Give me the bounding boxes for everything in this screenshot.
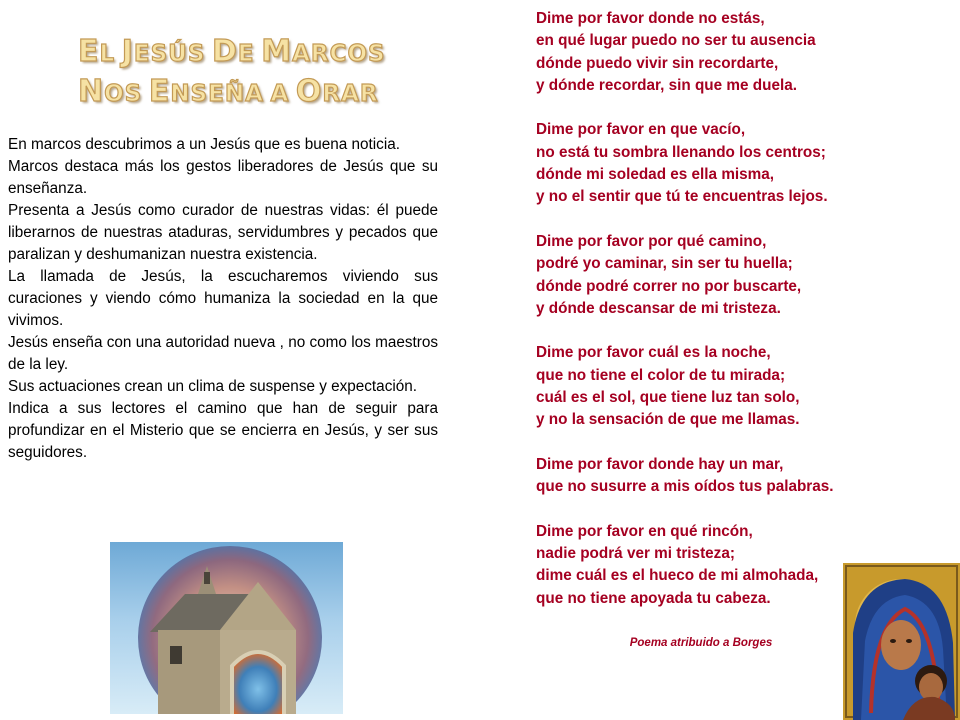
poem-line: dime cuál es el hueco de mi almohada, xyxy=(536,567,819,585)
church-drawing xyxy=(110,542,343,714)
poem-line: Dime por favor por qué camino, xyxy=(536,232,767,250)
poem-line: Dime por favor cuál es la noche, xyxy=(536,344,771,362)
poem-stanza xyxy=(536,454,866,499)
paragraph: Marcos destaca más los gestos liberadores de Jesús que su enseñanza. xyxy=(8,158,438,197)
title-letters: ARCOS xyxy=(292,41,386,67)
title-letters: OS xyxy=(104,81,143,107)
poem-line: en qué lugar puedo no ser tu ausencia xyxy=(536,32,816,50)
body-text xyxy=(8,134,438,464)
poem-line: no está tu sombra llenando los centros; xyxy=(536,143,826,161)
paragraph: Indica a sus lectores el camino que han de seguir para profundizar en el Misterio que se encierra en Jesús, y ser sus seguidores. xyxy=(8,400,438,461)
poem-line: Dime por favor en que vacío, xyxy=(536,121,746,139)
poem-line: que no susurre a mis oídos tus palabras. xyxy=(536,478,834,496)
paragraph: Presenta a Jesús como curador de nuestras vidas: él puede liberarnos de nuestras ataduras, servidumbres y pecados que paralizan y deshumanizan nuestra existencia. xyxy=(8,202,438,263)
poem-line: y dónde recordar, sin que me duela. xyxy=(536,76,797,94)
poem-line: Dime por favor en qué rincón, xyxy=(536,522,753,540)
church-illustration xyxy=(110,542,343,714)
title-letters: L xyxy=(99,41,116,67)
paragraph: Sus actuaciones crean un clima de suspense y expectación. xyxy=(8,378,418,395)
poem-line: dónde podré correr no por buscarte, xyxy=(536,277,802,295)
madonna-drawing xyxy=(843,563,960,720)
poem-attribution: Poema atribuido a Borges xyxy=(629,637,773,649)
title-letters: RAR xyxy=(322,81,379,107)
title-letters: E xyxy=(237,41,255,67)
title-letter: E xyxy=(78,34,100,69)
poem-line: que no tiene apoyada tu cabeza. xyxy=(536,589,771,607)
poem-stanza xyxy=(536,521,866,610)
title-letter: J xyxy=(121,34,134,69)
paragraph: En marcos descubrimos a un Jesús que es buena noticia. xyxy=(8,136,400,153)
paragraph: La llamada de Jesús, la escucharemos viviendo sus curaciones y viendo cómo humaniza la sociedad en la que vivimos. xyxy=(8,268,438,329)
title-letter: D xyxy=(212,34,238,69)
poem-line: Dime por favor donde hay un mar, xyxy=(536,455,784,473)
title-letter: M xyxy=(261,34,293,69)
poem-line: dónde mi soledad es ella misma, xyxy=(536,166,775,184)
poem-stanza xyxy=(536,231,866,320)
poem-stanza xyxy=(536,8,866,97)
title-letter: O xyxy=(295,74,323,109)
title-line-1 xyxy=(78,34,386,74)
poem-line: dónde puedo vivir sin recordarte, xyxy=(536,54,779,72)
page-title xyxy=(78,34,386,114)
poem-line: que no tiene el color de tu mirada; xyxy=(536,366,786,384)
title-letters: ESÚS xyxy=(133,41,206,67)
poem-line: podré yo caminar, sin ser tu huella; xyxy=(536,255,793,273)
title-line-2 xyxy=(78,74,378,114)
poem-line: y dónde descansar de mi tristeza. xyxy=(536,299,781,317)
poem-line: cuál es el sol, que tiene luz tan solo, xyxy=(536,389,800,407)
poem-line: nadie podrá ver mi tristeza; xyxy=(536,545,735,563)
poem-stanza xyxy=(536,119,866,208)
title-letters: NSEÑA xyxy=(170,81,264,107)
poem-line: y no la sensación de que me llamas. xyxy=(536,411,800,429)
poem-stanza xyxy=(536,342,866,431)
title-letter: E xyxy=(148,74,171,109)
poem xyxy=(536,8,866,632)
poem-line: Dime por favor donde no estás, xyxy=(536,10,765,27)
madonna-icon-image xyxy=(843,563,960,720)
paragraph: Jesús enseña con una autoridad nueva , no como los maestros de la ley. xyxy=(8,334,438,373)
poem-line: y no el sentir que tú te encuentras lejos. xyxy=(536,188,828,206)
title-letter: A xyxy=(270,81,290,107)
title-letter: N xyxy=(78,74,105,109)
